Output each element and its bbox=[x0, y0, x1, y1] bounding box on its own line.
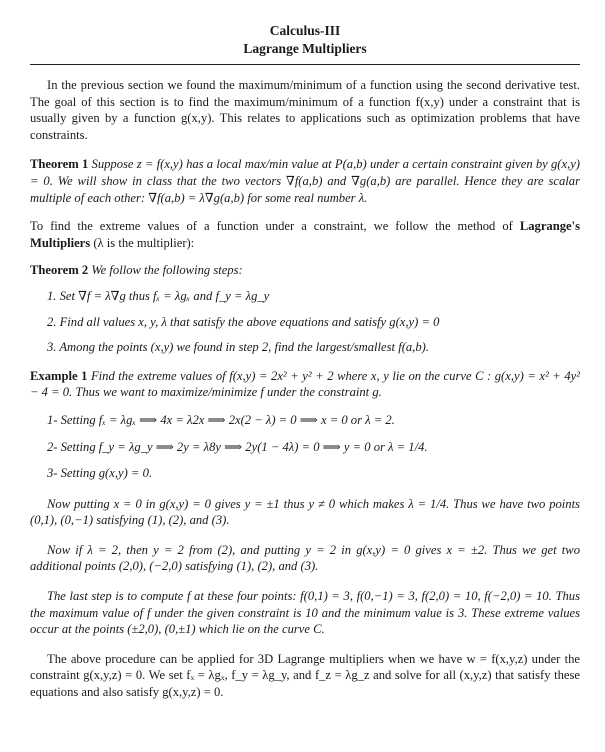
example-1-text: Find the extreme values of f(x,y) = 2x² + y² + 2 where x, y lie on the curve C : g(x,y) = x² + 4y² − 4 = 0. Thus we want to maximize/minimize f under the constraint g. bbox=[30, 368, 580, 400]
closing-paragraph: The above procedure can be applied for 3D Lagrange multipliers when we have w = f(x,y,z) under the constraint g(x,y,z) = 0. We set fₓ = λgₓ, f_y = λg_y, and f_z = λg_z and solve for all (x,y,z) that satisfy these equations and also satisfy g(x,y,z) = 0. bbox=[30, 651, 580, 700]
theorem-2-step: 1. Set ∇f = λ∇g thus fₓ = λgₓ and f_y = λg_y bbox=[47, 288, 270, 303]
example-1-step: 2- Setting f_y = λg_y ⟹ 2y = λ8y ⟹ 2y(1 − 4λ) = 0 ⟹ y = 0 or λ = 1/4. bbox=[47, 439, 428, 454]
section-title: Lagrange Multipliers bbox=[243, 41, 367, 56]
intro-paragraph: In the previous section we found the maximum/minimum of a function using the second derivative test. The goal of this section is to find the maximum/minimum of a function f(x,y) under a constraint that is usually given by a function g(x,y). This relates to applications such as optimization problems that have constraints. bbox=[30, 78, 580, 142]
theorem-2-step: 3. Among the points (x,y) we found in step 2, find the largest/smallest f(a,b). bbox=[47, 340, 429, 355]
theorem-2-label: Theorem 2 bbox=[30, 263, 89, 278]
method-text-after: (λ is the multiplier): bbox=[90, 235, 195, 250]
course-title: Calculus-III bbox=[269, 23, 341, 38]
theorem-2-step: 2. Find all values x, y, λ that satisfy the above equations and satisfy g(x,y) = 0 bbox=[47, 314, 440, 329]
example-1-step: 1- Setting fₓ = λgₓ ⟹ 4x = λ2x ⟹ 2x(2 − λ) = 0 ⟹ x = 0 or λ = 2. bbox=[47, 412, 395, 427]
theorem-1-label: Theorem 1 bbox=[30, 157, 89, 172]
example-1-step: 3- Setting g(x,y) = 0. bbox=[47, 466, 153, 481]
method-paragraph bbox=[30, 218, 580, 251]
theorem-2 bbox=[30, 262, 580, 279]
example-1-label: Example 1 bbox=[30, 368, 88, 383]
document-page bbox=[30, 0, 580, 701]
theorem-2-text: We follow the following steps: bbox=[91, 263, 243, 278]
example-1-paragraph: Now putting x = 0 in g(x,y) = 0 gives y = ±1 thus y ≠ 0 which makes λ = 1/4. Thus we have two points (0,1), (0,−1) satisfying (1), (2), and (3). bbox=[30, 496, 580, 528]
example-1-paragraph: Now if λ = 2, then y = 2 from (2), and putting y = 2 in g(x,y) = 0 gives x = ±2. Thus we get two additional points (2,0), (−2,0) satisfying (1), (2), and (3). bbox=[30, 542, 580, 574]
theorem-1 bbox=[30, 156, 580, 206]
method-text-before: To find the extreme values of a function under a constraint, we follow the method of bbox=[30, 219, 520, 234]
method-term: Lagrange's Multipliers bbox=[30, 219, 580, 250]
example-1 bbox=[30, 368, 580, 401]
theorem-1-text: Suppose z = f(x,y) has a local max/min value at P(a,b) under a certain constraint given by g(x,y) = 0. We will show in class that the two vectors ∇f(a,b) and ∇g(a,b) are parallel. Hence they are scalar multiple of each other: ∇f(a,b) = λ∇g(a,b) for some real number λ. bbox=[30, 157, 580, 205]
title-divider bbox=[30, 64, 580, 65]
example-1-paragraph: The last step is to compute f at these four points: f(0,1) = 3, f(0,−1) = 3, f(2,0) = 10, f(−2,0) = 10. Thus the maximum value of f under the given constraint is 10 and the minimum value is 3. These extreme values occur at the points (±2,0), (0,±1) which lie on the curve C. bbox=[30, 589, 580, 637]
